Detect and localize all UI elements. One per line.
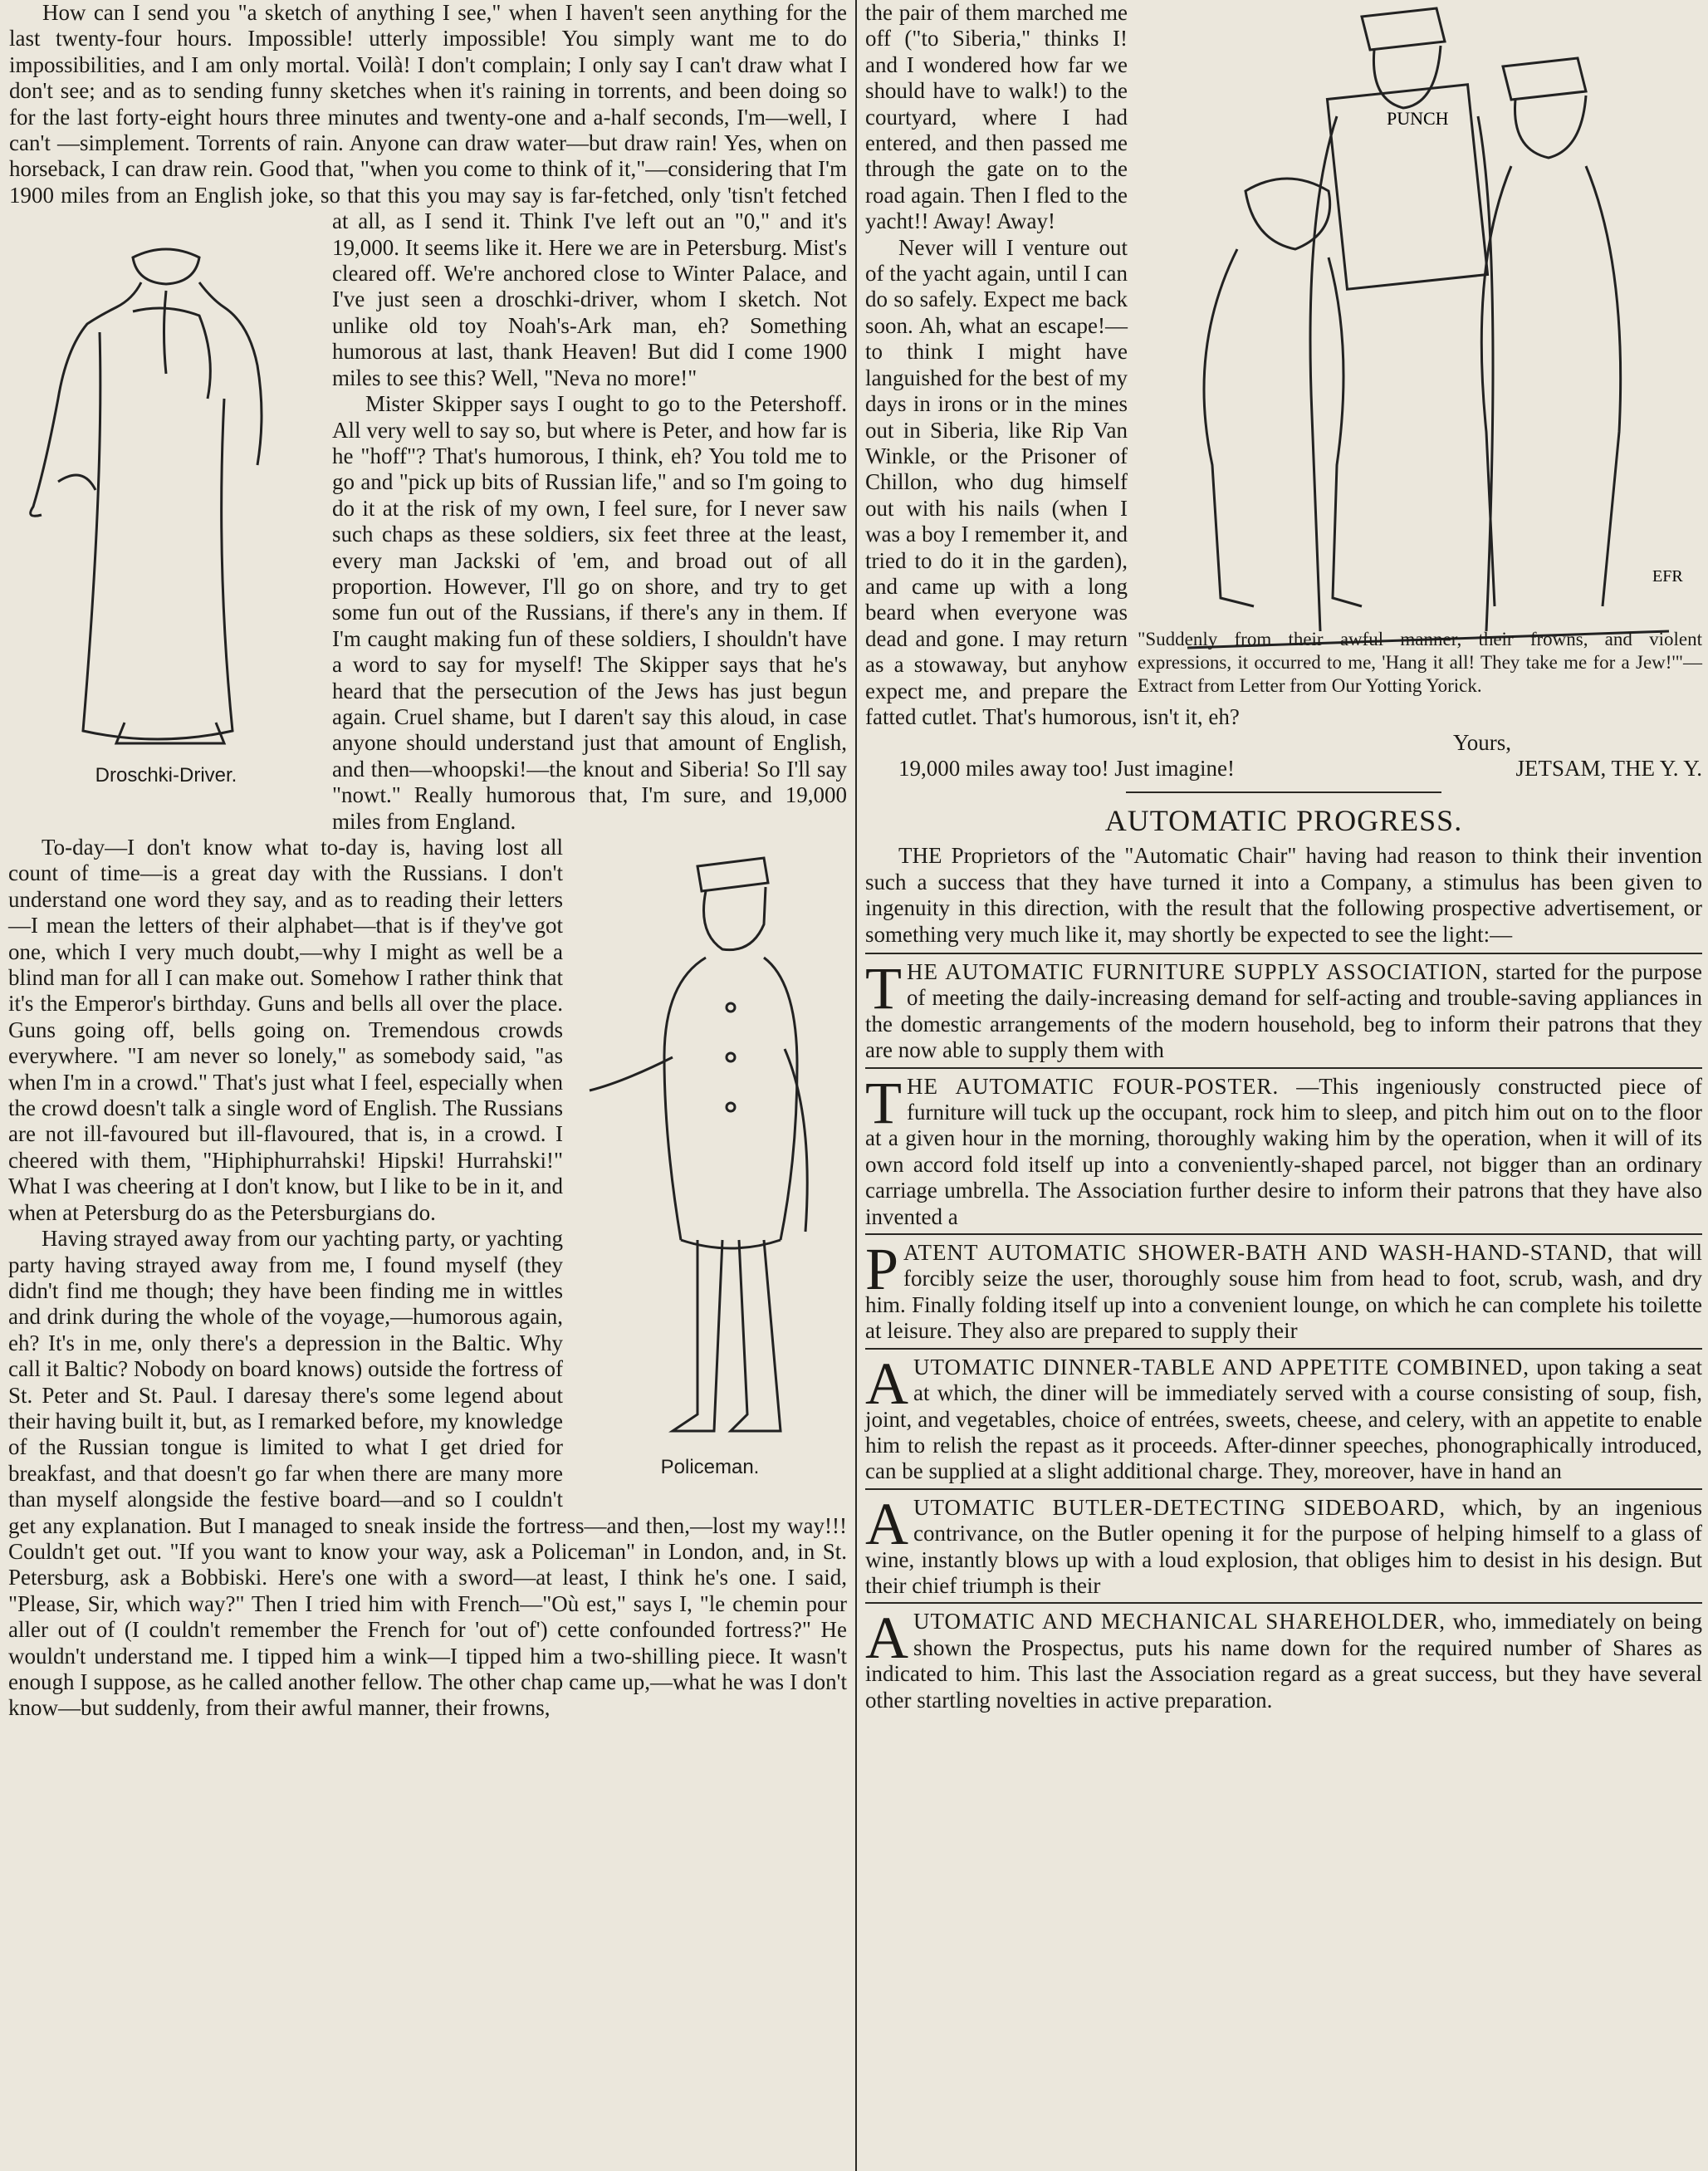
ad-body: upon taking a seat at which, the diner will be immediately served with a course consisting of soup, fish, joint, and vegetables, choice of entrées, sweets, cheese, and celery, with an appetite to enable him to relish the repast as it proceeds. After-dinner speeches, phonographically introduced, can be supplied at a slight additional charge. They, moreover, have in hand an (865, 1354, 1702, 1484)
ad-body: started for the purpose of meeting the daily-increasing demand for self-acting and trouble-saving appliances in the domestic arrangements of the modern household, beg to inform their patrons that they are now able to supply them with (865, 959, 1703, 1063)
cartoon-artist-signature: EFR (1652, 567, 1683, 586)
ad-heading: HE AUTOMATIC FOUR-POSTER. (906, 1073, 1280, 1099)
left-paragraph-1: How can I send you "a sketch of anything I see," when I haven't seen anything for the last twenty-four hours. Impossible! utterly impossible! You simply want me to do impossibilities, and I am only mortal. Voilà! I don't complain; I only say I can't draw what I don't see; and as to sending funny sketches when it's raining in torrents, and been doing so for the last forty-eight hours three minutes and twenty-one and a-half seconds, I'm—well, I can't —simplement. Torrents of rain. Anyone can draw water—but draw rain! Yes, when on horseback, I can draw rein. Good that, "when you come to think of it,"—considering that I'm 1900 miles from an English joke, so that this you may say is far-fetched, only 'tisn't fetched at all, as I send it. Think I've left out an "0," and it's 19,000. It seems like it. Here we are in Petersburg. Mist's cleared off. We're anchored close to Winter Palace, and I've just seen a droschki-driver, whom I sketch. Not unlike old toy Noah's-Ark man, eh? Something humorous at last, thank Heaven! But did I come 1900 miles to see this? Well, "Neva no more!" (9, 0, 847, 390)
policeman-sketch (573, 841, 847, 1456)
cartoon-illustration (1138, 0, 1702, 656)
ad-heading: UTOMATIC BUTLER-DETECTING SIDEBOARD, (913, 1494, 1446, 1520)
droschki-driver-figure (8, 233, 324, 806)
ad-furniture-supply (865, 953, 1702, 1067)
ad-four-poster (865, 1067, 1702, 1233)
droschki-driver-sketch (8, 233, 324, 764)
ad-heading: UTOMATIC AND MECHANICAL SHAREHOLDER, (913, 1609, 1446, 1634)
drop-cap: T (865, 955, 902, 1022)
right-column (865, 0, 1702, 1717)
letter-signature (865, 730, 1702, 782)
ad-body: which, by an ingenious contrivance, on the Butler opening it for the purpose of helping himself to a glass of wine, instantly blows up with a loud explosion, that obliges him to desist in his design. But their chief triumph is their (865, 1494, 1703, 1598)
left-paragraph-4: Having strayed away from our yachting party, or yachting party having strayed away from me, I found myself (they didn't find me though; they have been finding me in wittles and drink during the whole of the voyage,—humorous again, eh? It's in me, only there's a depression in the Baltic. Why call it Baltic? Nobody on board knows) outside the fortress of St. Peter and St. Paul. I daresay there's some legend about their having built it, but, as I remarked before, my knowledge of the Russian tongue is limited to what I get dried for breakfast, and that doesn't go far when there are many more than myself alongside the festive board—and so I couldn't get any explanation. But I managed to sneak inside the fortress—and then,—lost my way!!! Couldn't get out. "If you want to know your way, ask a Policeman" in London, and, in St. Petersburg, ask a Bobbiski. Here's one with a sword—at least, I think he's one. I said, "Please, Sir, which way?" Then I tried him with French—"Où est," says I, "le chemin pour aller out of (I couldn't remember the French for 'out of') cette confounded fortress?" He wouldn't understand me. I tipped him a wink—I tipped him a two-shilling piece. It wasn't enough I suppose, as he called another fellow. The other chap came up,—what he was I don't know—but suddenly, from their awful manner, their frowns, (8, 1226, 847, 1721)
ad-dinner-table (865, 1348, 1702, 1488)
droschki-driver-caption: Droschki-Driver. (95, 764, 237, 787)
left-paragraph-2: Mister Skipper says I ought to go to the Petershoff. All very well to say so, but where is Peter, and how far is he "hoff"? That's humorous, I think, eh? You told me to go and "pick up bits of Russian life," and so I'm going to do it at the risk of my own, I feel sure, for I never saw such chaps as these soldiers, six feet three at the least, every man Jackski of 'em, and broad out of all proportion. However, I'll go on shore, and try to get some fun out of the Russians, if there's any in them. If I'm caught making fun of these soldiers, I shouldn't have a word to say for myself! The Skipper says that he's heard that the persecution of the Jews has just begun again. Cruel shame, but I daren't say this aloud, in case anyone should understand just that amount of English, and then—whoopski!—the knout and Siberia! So I'll say "nowt." Really humorous that, I'm sure, and 19,000 miles from England. (332, 391, 847, 834)
cartoon-figure (1138, 0, 1702, 698)
section-rule (1126, 791, 1441, 793)
drop-cap: P (865, 1236, 899, 1303)
ad-shareholder (865, 1602, 1702, 1717)
signature-name: JETSAM, THE Y. Y. (1515, 756, 1702, 782)
intro-paragraph: THE Proprietors of the "Automatic Chair" having had reason to think their invention such a success that they have turned it into a Company, a stimulus has been given to ingenuity in this direction, with the result that the following prospective advertisement, or something very much like it, may shortly be expected to see the light:— (865, 843, 1702, 947)
cartoon-punch-label: PUNCH (1387, 108, 1449, 129)
drop-cap: A (865, 1605, 908, 1672)
policeman-caption: Policeman. (660, 1456, 760, 1478)
ad-heading: HE AUTOMATIC FURNITURE SUPPLY ASSOCIATION, (906, 959, 1489, 984)
section-heading: AUTOMATIC PROGRESS. (1104, 804, 1463, 838)
ad-heading: ATENT AUTOMATIC SHOWER-BATH AND WASH-HAND-STAND, (903, 1240, 1614, 1266)
cartoon-caption: "Suddenly from their awful manner, their frowns, and violent expressions, it occurred to me, 'Hang it all! They take me for a Jew!'"—Extract from Letter from Our Yotting Yorick. (1138, 629, 1702, 696)
left-column (8, 0, 847, 1722)
drop-cap: T (865, 1069, 902, 1136)
ad-shower-bath (865, 1233, 1702, 1348)
ad-body: that will forcibly seize the user, thoroughly souse him from head to foot, scrub, wash, and dry him. Finally folding itself up into a convenient lounge, on which he can complete his toilette at leisure. They also are prepared to supply their (865, 1240, 1702, 1344)
postscript: 19,000 miles away too! Just imagine! (898, 756, 1235, 782)
right-paragraph-1: the pair of them marched me off ("to Siberia," thinks I! and I wondered how far we should have to walk!) to the courtyard, where I had entered, and then passed me through the gate on to the road again. Then I fled to the yacht!! Away! Away! (865, 0, 1128, 234)
drop-cap: A (865, 1490, 908, 1557)
signature-yours: Yours, (1452, 730, 1511, 756)
left-paragraph-3: To-day—I don't know what to-day is, having lost all count of time—is a great day with the Russians. I don't understand one word they say, and as to reading their letters—I mean the letters of their alphabet—that is if they've got one, which I very much doubt,—why I might as well be a blind man for all I can make out. Somehow I rather think that it's the Emperor's birthday. Guns and bells all over the place. Guns going off, bells going on. Tremendous crowds everywhere. "I am never so lonely," as somebody said, "as when I'm in a crowd." That's just what I feel, especially when the crowd doesn't talk a single word of English. The Russians are not ill-favoured but ill-flavoured, that is, in a crowd. I cheered with them, "Hiphiphurrahski! Hipski! Hurrahski!" What I was cheering at I don't know, but I like to be in it, and when at Petersburg do as the Petersburgians do. (8, 835, 563, 1225)
column-divider (855, 0, 857, 2171)
right-paragraph-2: Never will I venture out of the yacht again, until I can do so safely. Expect me back soon. Ah, what an escape!—to think I might have languished for the best of my days in irons or in the mines out in Siberia, like Rip Van Winkle, or the Prisoner of Chillon, who dug himself out with his nails (when I was a boy I remember it, and tried to do it in the garden), and came up with a long beard when everyone was dead and gone. I may return as a stowaway, but anyhow expect me, and prepare the fatted cutlet. That's humorous, isn't it, eh? (865, 234, 1240, 729)
ad-heading: UTOMATIC DINNER-TABLE AND APPETITE COMBINED, (913, 1354, 1530, 1380)
ad-body: —This ingeniously constructed piece of furniture will tuck up the occupant, rock him to sleep, and pitch him out on to the floor at a given hour in the morning, thoroughly waking him by the operation, when it will of its own accord fold itself up into a conveniently-shaped parcel, not bigger than an ordinary carriage umbrella. The Association further desire to inform their patrons that they have also invented a (865, 1073, 1703, 1229)
ad-body: who, immediately on being shown the Prospectus, puts his name down for the required number of Shares as indicated to him. This last the Association regard as a great success, but they have several other startling novelties in active preparation. (865, 1609, 1702, 1713)
ad-butler-sideboard (865, 1488, 1702, 1603)
policeman-figure (573, 841, 847, 1489)
drop-cap: A (865, 1350, 908, 1417)
